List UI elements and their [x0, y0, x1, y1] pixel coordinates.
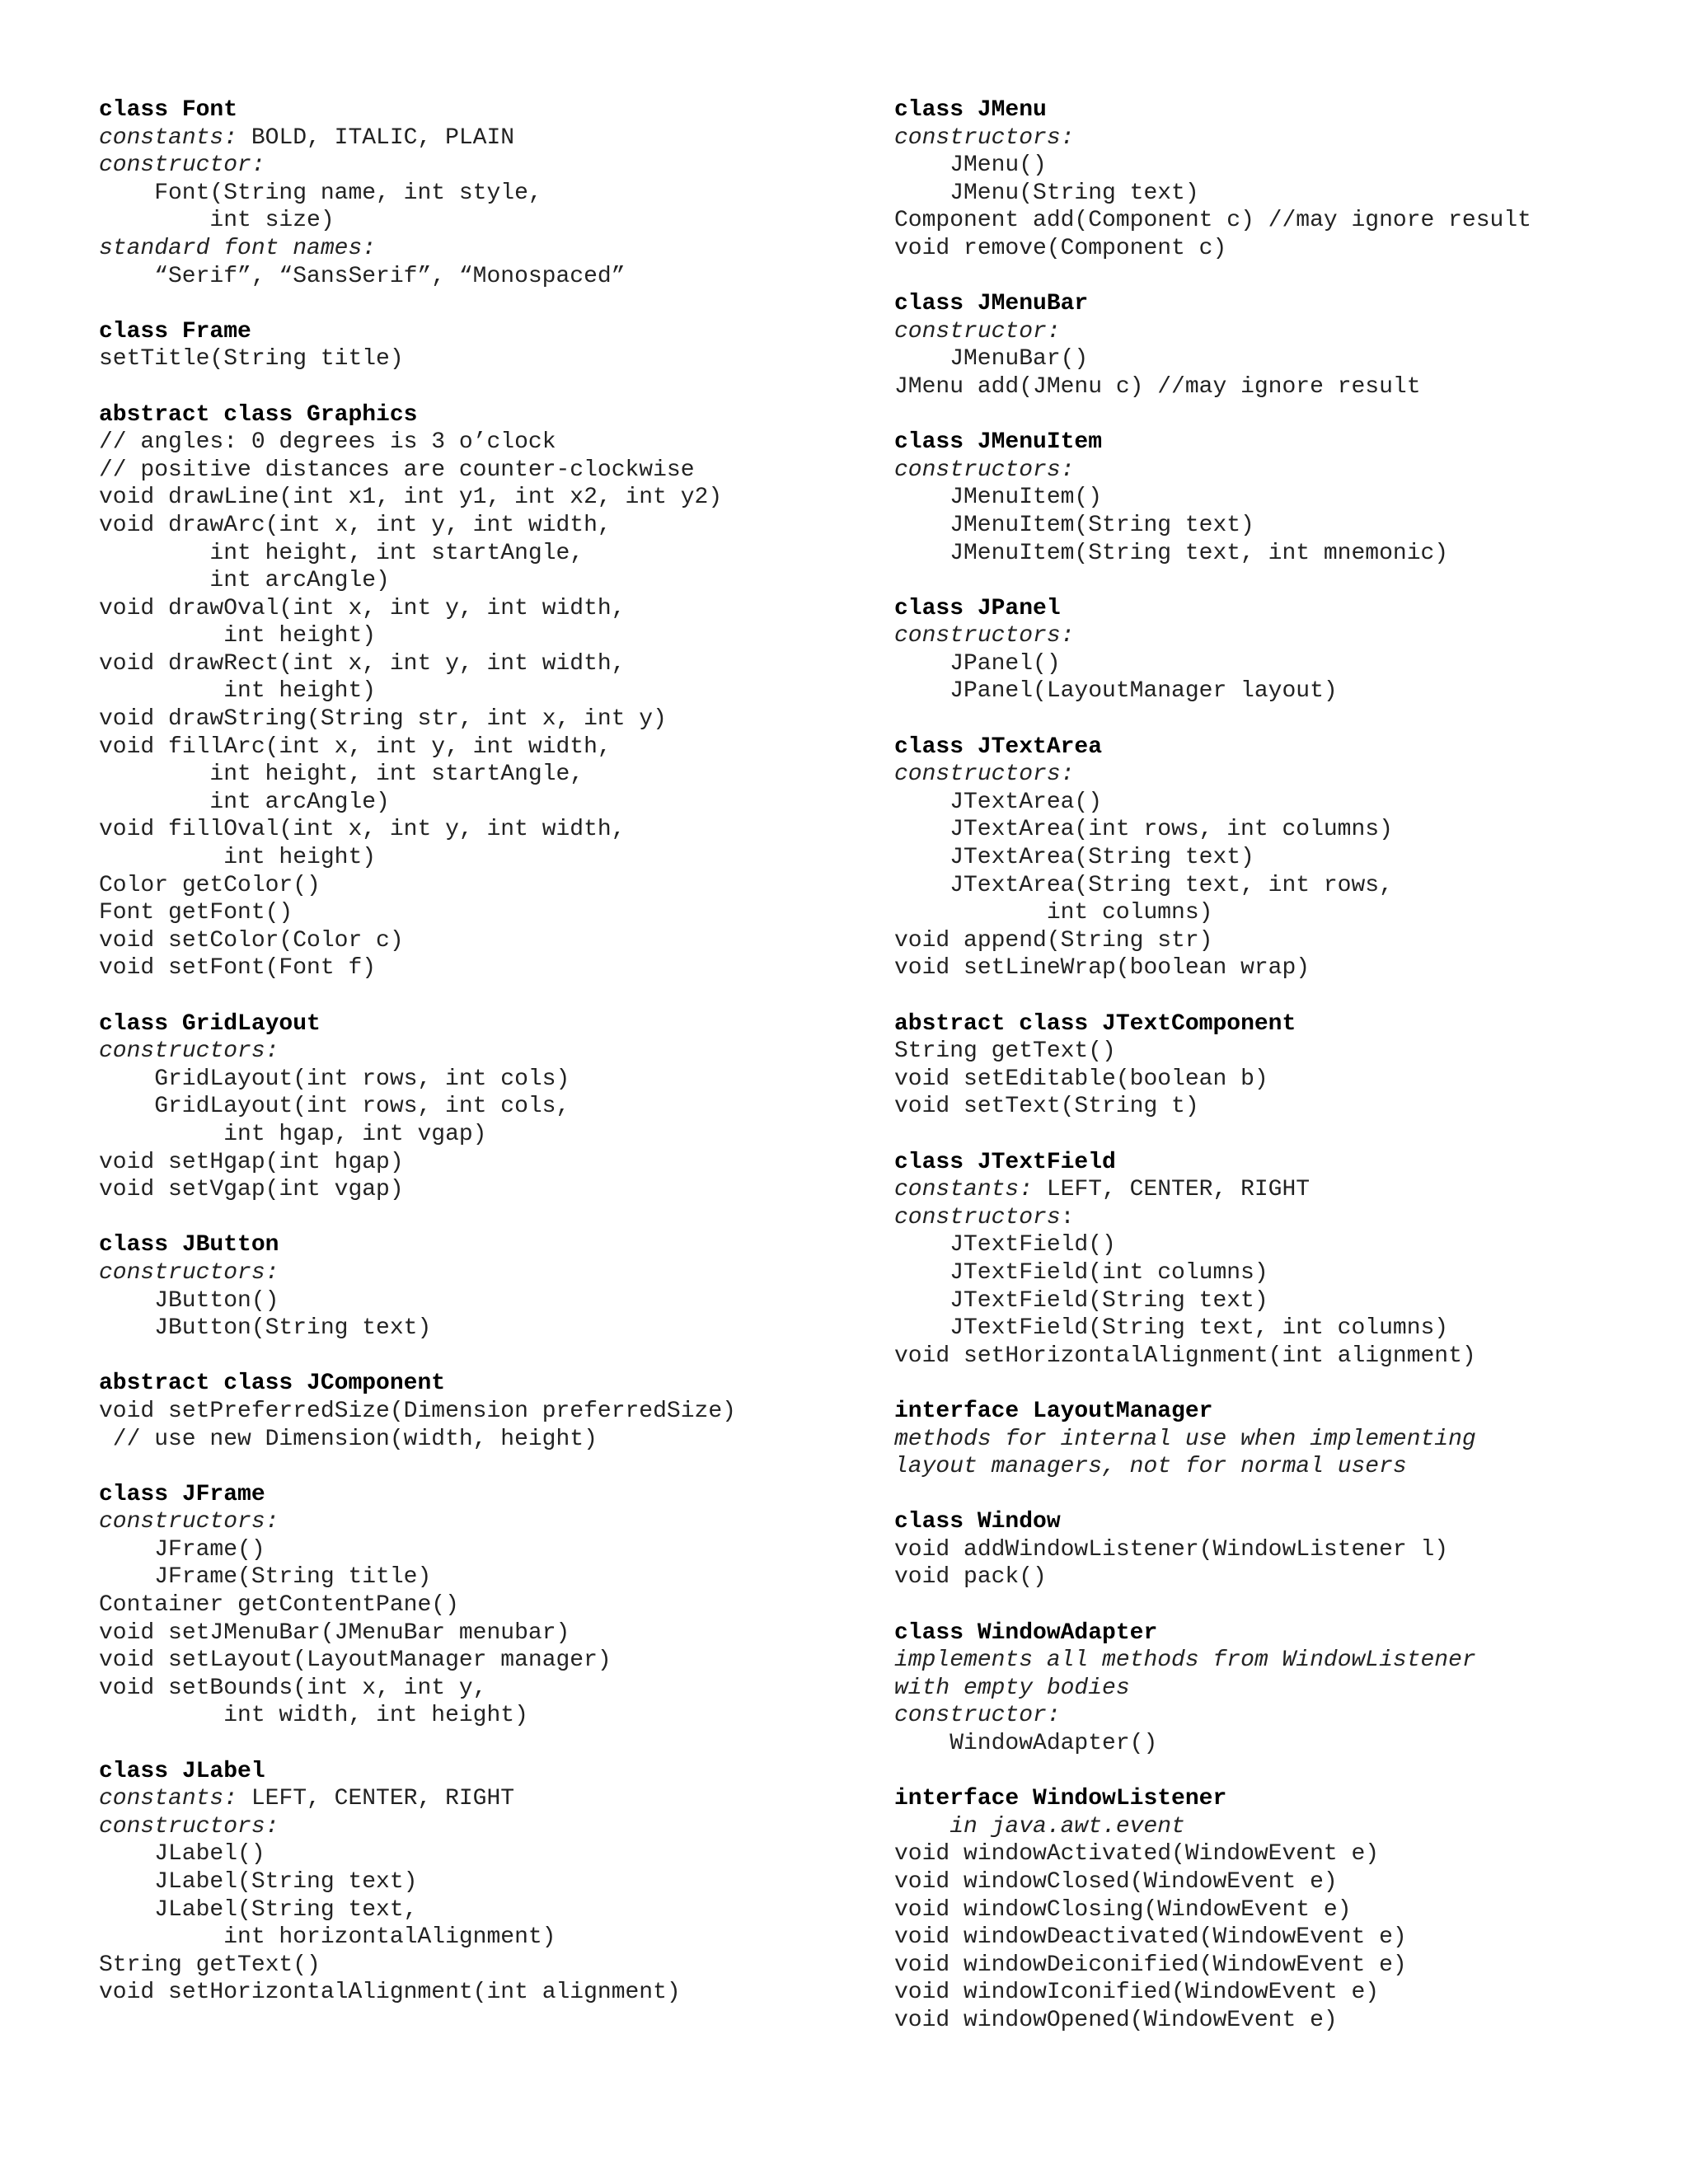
- reference-line: setTitle(String title): [99, 346, 404, 373]
- reference-line: Color getColor(): [99, 872, 321, 898]
- reference-line: void windowDeactivated(WindowEvent e): [894, 1924, 1407, 1951]
- section-header: abstract class JComponent: [99, 1371, 446, 1397]
- section-class-gridlayout: [99, 1010, 874, 1204]
- reference-line: “Serif”, “SansSerif”, “Monospaced”: [154, 263, 626, 289]
- right-column: [894, 96, 1669, 2062]
- reference-line: void setLayout(LayoutManager manager): [99, 1647, 612, 1674]
- section-class-jmenuitem: [894, 429, 1669, 567]
- reference-line: JButton(): [154, 1287, 279, 1314]
- section-class-jtextarea: [894, 733, 1669, 982]
- reference-line: void remove(Component c): [894, 235, 1227, 261]
- reference-line: void drawString(String str, int x, int y): [99, 706, 667, 733]
- reference-line: void windowClosing(WindowEvent e): [894, 1896, 1352, 1923]
- reference-line: constructors:: [894, 623, 1075, 649]
- reference-line: JTextArea(String text, int rows,: [950, 872, 1393, 898]
- reference-line: // use new Dimension(width, height): [112, 1426, 598, 1452]
- section-abstract-class-jtextcomponent: [894, 1010, 1669, 1121]
- reference-line: int height, int startAngle,: [209, 762, 584, 788]
- reference-line: GridLayout(int rows, int cols): [154, 1066, 570, 1092]
- reference-line: // angles: 0 degrees is 3 o’clock: [99, 429, 556, 456]
- section-header: class JTextField: [894, 1149, 1116, 1175]
- section-class-jbutton: [99, 1231, 874, 1342]
- reference-line: JMenuItem(): [950, 485, 1103, 511]
- reference-line: Component add(Component c) //may ignore result: [894, 208, 1531, 234]
- reference-line: String getText(): [99, 1952, 321, 1978]
- reference-line: int size): [209, 208, 335, 234]
- line-label: constants:: [99, 1786, 238, 1812]
- reference-line: [99, 1785, 874, 1813]
- reference-line: int columns): [1046, 900, 1213, 926]
- section-class-windowadapter: [894, 1619, 1669, 1758]
- reference-line: void windowDeiconified(WindowEvent e): [894, 1952, 1407, 1978]
- reference-line: JFrame(String title): [154, 1564, 432, 1591]
- section-abstract-class-jcomponent: [99, 1370, 874, 1453]
- reference-line: void drawLine(int x1, int y1, int x2, int y2): [99, 485, 723, 511]
- section-header: abstract class Graphics: [99, 401, 418, 428]
- section-class-jlabel: [99, 1758, 874, 2007]
- reference-line: int arcAngle): [209, 568, 390, 594]
- section-header: interface WindowListener: [894, 1786, 1227, 1812]
- reference-line: void setVgap(int vgap): [99, 1177, 404, 1203]
- line-label: constants:: [99, 124, 238, 151]
- reference-line: int hgap, int vgap): [223, 1121, 487, 1147]
- reference-line: void drawArc(int x, int y, int width,: [99, 512, 612, 538]
- reference-line: JMenuItem(String text): [950, 512, 1254, 538]
- reference-line: void windowClosed(WindowEvent e): [894, 1869, 1338, 1895]
- reference-line: JMenu(): [950, 152, 1047, 179]
- reference-line: void setLineWrap(boolean wrap): [894, 955, 1311, 982]
- line-value: LEFT, CENTER, RIGHT: [1033, 1177, 1311, 1203]
- line-value: LEFT, CENTER, RIGHT: [237, 1786, 515, 1812]
- reference-line: constructor:: [894, 1703, 1061, 1729]
- reference-line: JTextField(int columns): [950, 1259, 1268, 1286]
- reference-line: WindowAdapter(): [950, 1731, 1158, 1757]
- reference-line: constructor:: [894, 318, 1061, 344]
- reference-line: void setBounds(int x, int y,: [99, 1675, 487, 1701]
- reference-line: JMenu add(JMenu c) //may ignore result: [894, 373, 1421, 400]
- section-class-jmenu: [894, 96, 1669, 263]
- reference-line: Font(String name, int style,: [154, 180, 542, 206]
- section-class-jtextfield: [894, 1149, 1669, 1371]
- reference-line: JButton(String text): [154, 1315, 432, 1342]
- section-class-font: [99, 96, 874, 290]
- section-header: class JMenuBar: [894, 291, 1089, 317]
- reference-line: [99, 124, 874, 152]
- reference-line: void drawRect(int x, int y, int width,: [99, 650, 626, 677]
- reference-line: GridLayout(int rows, int cols,: [154, 1094, 570, 1120]
- reference-line: // positive distances are counter-clockwise: [99, 457, 695, 483]
- section-header: class JTextArea: [894, 733, 1103, 760]
- reference-line: void windowIconified(WindowEvent e): [894, 1980, 1380, 2006]
- reference-line: JLabel(): [154, 1841, 265, 1868]
- section-class-jpanel: [894, 595, 1669, 705]
- section-header: abstract class JTextComponent: [894, 1010, 1296, 1037]
- reference-line: void setText(String t): [894, 1094, 1199, 1120]
- reference-line: void addWindowListener(WindowListener l): [894, 1536, 1449, 1563]
- reference-line: int height): [223, 678, 377, 705]
- reference-line: void setFont(Font f): [99, 955, 377, 982]
- reference-line: JTextArea(): [950, 789, 1103, 815]
- reference-line: constructors:: [99, 1038, 279, 1065]
- reference-line: constructors:: [99, 1813, 279, 1840]
- reference-line: with empty bodies: [894, 1675, 1130, 1701]
- reference-line: layout managers, not for normal users: [894, 1454, 1407, 1480]
- reference-line: void drawOval(int x, int y, int width,: [99, 595, 626, 621]
- reference-line: void setHorizontalAlignment(int alignment): [99, 1980, 681, 2006]
- section-header: class JLabel: [99, 1758, 265, 1784]
- line-label: constants:: [894, 1177, 1034, 1203]
- section-header: class GridLayout: [99, 1010, 321, 1037]
- reference-line: methods for internal use when implementing: [894, 1426, 1476, 1452]
- reference-line: JMenuBar(): [950, 346, 1089, 373]
- section-class-jmenubar: [894, 290, 1669, 401]
- reference-line: JTextArea(int rows, int columns): [950, 817, 1393, 843]
- reference-line: constructor:: [99, 152, 265, 179]
- left-column: [99, 96, 874, 2035]
- section-interface-windowlistener: [894, 1785, 1669, 2034]
- reference-line: constructors:: [99, 1259, 279, 1286]
- section-header: class Frame: [99, 318, 251, 344]
- section-header: class JMenu: [894, 97, 1047, 123]
- reference-line: void fillOval(int x, int y, int width,: [99, 817, 626, 843]
- reference-line: void setJMenuBar(JMenuBar menubar): [99, 1619, 570, 1646]
- section-class-jframe: [99, 1481, 874, 1730]
- section-class-window: [894, 1508, 1669, 1591]
- reference-line: JLabel(String text,: [154, 1896, 418, 1923]
- reference-line: int height, int startAngle,: [209, 540, 584, 566]
- reference-line: standard font names:: [99, 235, 377, 261]
- reference-line: constructors:: [894, 124, 1075, 151]
- reference-line: void setColor(Color c): [99, 927, 404, 954]
- reference-line: constructors:: [894, 457, 1075, 483]
- reference-line: void windowActivated(WindowEvent e): [894, 1841, 1380, 1868]
- reference-line: constructors:: [99, 1509, 279, 1535]
- reference-line: void setEditable(boolean b): [894, 1066, 1268, 1092]
- reference-line: JTextArea(String text): [950, 845, 1254, 871]
- reference-line: void windowOpened(WindowEvent e): [894, 2007, 1338, 2033]
- section-class-frame: [99, 318, 874, 373]
- reference-line: Font getFont(): [99, 900, 293, 926]
- section-header: class Window: [894, 1509, 1061, 1535]
- reference-line: String getText(): [894, 1038, 1116, 1065]
- reference-line: JMenuItem(String text, int mnemonic): [950, 540, 1449, 566]
- reference-line: JTextField(): [950, 1232, 1116, 1258]
- reference-line: void setHgap(int hgap): [99, 1149, 404, 1175]
- reference-line: [894, 1176, 1669, 1204]
- reference-line: JFrame(): [154, 1536, 265, 1563]
- reference-line: int height): [223, 623, 377, 649]
- line-value: BOLD, ITALIC, PLAIN: [237, 124, 515, 151]
- reference-line: JPanel(LayoutManager layout): [950, 678, 1338, 705]
- section-header: class JButton: [99, 1232, 279, 1258]
- reference-line: int width, int height): [223, 1703, 528, 1729]
- reference-line: JPanel(): [950, 650, 1061, 677]
- reference-line: JMenu(String text): [950, 180, 1199, 206]
- reference-line: Container getContentPane(): [99, 1592, 459, 1619]
- section-header: class JMenuItem: [894, 429, 1103, 456]
- reference-line: void append(String str): [894, 927, 1213, 954]
- reference-line: implements all methods from WindowListener: [894, 1647, 1476, 1674]
- reference-line: [894, 1204, 1669, 1232]
- line-label: constructors: [894, 1204, 1061, 1230]
- reference-line: in java.awt.event: [950, 1813, 1185, 1840]
- section-interface-layoutmanager: [894, 1398, 1669, 1481]
- reference-line: void setPreferredSize(Dimension preferredSize): [99, 1398, 736, 1424]
- section-abstract-class-graphics: [99, 401, 874, 982]
- reference-line: void setHorizontalAlignment(int alignment): [894, 1343, 1476, 1369]
- section-header: interface LayoutManager: [894, 1398, 1213, 1424]
- reference-line: JTextField(String text): [950, 1287, 1268, 1314]
- section-header: class JPanel: [894, 595, 1061, 621]
- section-header: class JFrame: [99, 1481, 265, 1507]
- reference-line: JLabel(String text): [154, 1869, 418, 1895]
- reference-line: int arcAngle): [209, 789, 390, 815]
- section-header: class Font: [99, 97, 238, 123]
- reference-line: void pack(): [894, 1564, 1047, 1591]
- reference-line: int height): [223, 845, 377, 871]
- reference-line: JTextField(String text, int columns): [950, 1315, 1449, 1342]
- reference-line: void fillArc(int x, int y, int width,: [99, 733, 612, 760]
- section-header: class WindowAdapter: [894, 1619, 1158, 1646]
- line-value: :: [1060, 1204, 1075, 1230]
- reference-line: int horizontalAlignment): [223, 1924, 556, 1951]
- reference-line: constructors:: [894, 762, 1075, 788]
